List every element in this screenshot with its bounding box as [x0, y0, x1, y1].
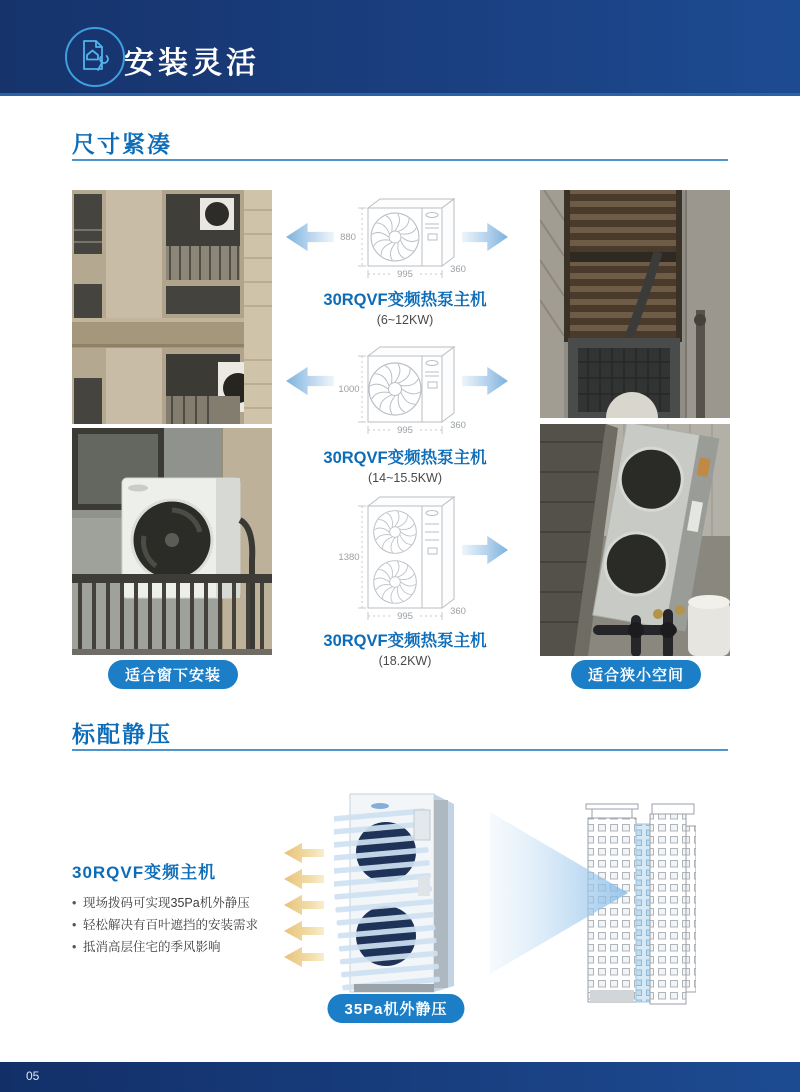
footer-band — [0, 1062, 800, 1092]
dim-width-label: 995 — [397, 425, 413, 436]
unit-name: 30RQVF变频热泵主机 — [323, 632, 487, 650]
dim-height-label: 1380 — [338, 552, 360, 563]
badge-window-install: 适合窗下安装 — [108, 660, 238, 689]
section-compact-title: 尺寸紧凑 — [72, 131, 172, 157]
arrow-left-icon — [286, 365, 334, 397]
unit-caption — [315, 627, 495, 668]
page-number: 05 — [26, 1069, 40, 1083]
unit-capacity: (18.2KW) — [378, 654, 432, 668]
dim-width-label: 995 — [397, 269, 413, 280]
document-wrench-icon — [63, 25, 127, 89]
dim-height-label: 1000 — [338, 384, 360, 395]
unit-name: 30RQVF变频热泵主机 — [323, 449, 487, 467]
dim-depth-label: 360 — [450, 420, 466, 431]
photo-balcony-unit — [72, 428, 272, 655]
unit-capacity: (6~12KW) — [376, 313, 434, 327]
unit-caption — [315, 286, 495, 327]
dim-depth-label: 360 — [450, 264, 466, 275]
pressure-bullets — [72, 892, 297, 958]
unit-drawing-14-15kw — [338, 342, 472, 440]
badge-static-pressure: 35Pa机外静压 — [327, 994, 464, 1023]
dim-width-label: 995 — [397, 611, 413, 622]
pressure-text-block — [72, 858, 297, 958]
photo-pressure-unit — [334, 786, 462, 998]
page-title: 安装灵活 — [124, 47, 260, 80]
dim-height-label: 880 — [340, 232, 356, 243]
bullet-item: • 抵消高层住宅的季风影响 — [72, 936, 297, 958]
unit-capacity: (14~15.5KW) — [368, 471, 442, 485]
photo-building-facade — [72, 190, 272, 424]
bullet-item: • 现场拨码可实现35Pa机外静压 — [72, 892, 297, 914]
section-compact-rule — [72, 159, 728, 161]
badge-narrow-space: 适合狭小空间 — [571, 660, 701, 689]
section-pressure-rule — [72, 749, 728, 751]
section-pressure-title: 标配静压 — [72, 721, 172, 747]
pressure-unit-title: 30RQVF变频主机 — [72, 863, 217, 882]
unit-drawing-6-12kw — [338, 194, 472, 284]
airflow-beam-graphic — [490, 812, 628, 974]
unit-name: 30RQVF变频热泵主机 — [323, 291, 487, 309]
unit-caption — [315, 444, 495, 485]
arrow-left-icon — [286, 221, 334, 253]
unit-drawing-18kw — [338, 492, 472, 624]
header-band — [0, 0, 800, 96]
dim-depth-label: 360 — [450, 606, 466, 617]
photo-narrow-lattice — [540, 190, 730, 418]
bullet-item: • 轻松解决有百叶遮挡的安装需求 — [72, 914, 297, 936]
photo-narrow-alcove — [540, 424, 730, 656]
